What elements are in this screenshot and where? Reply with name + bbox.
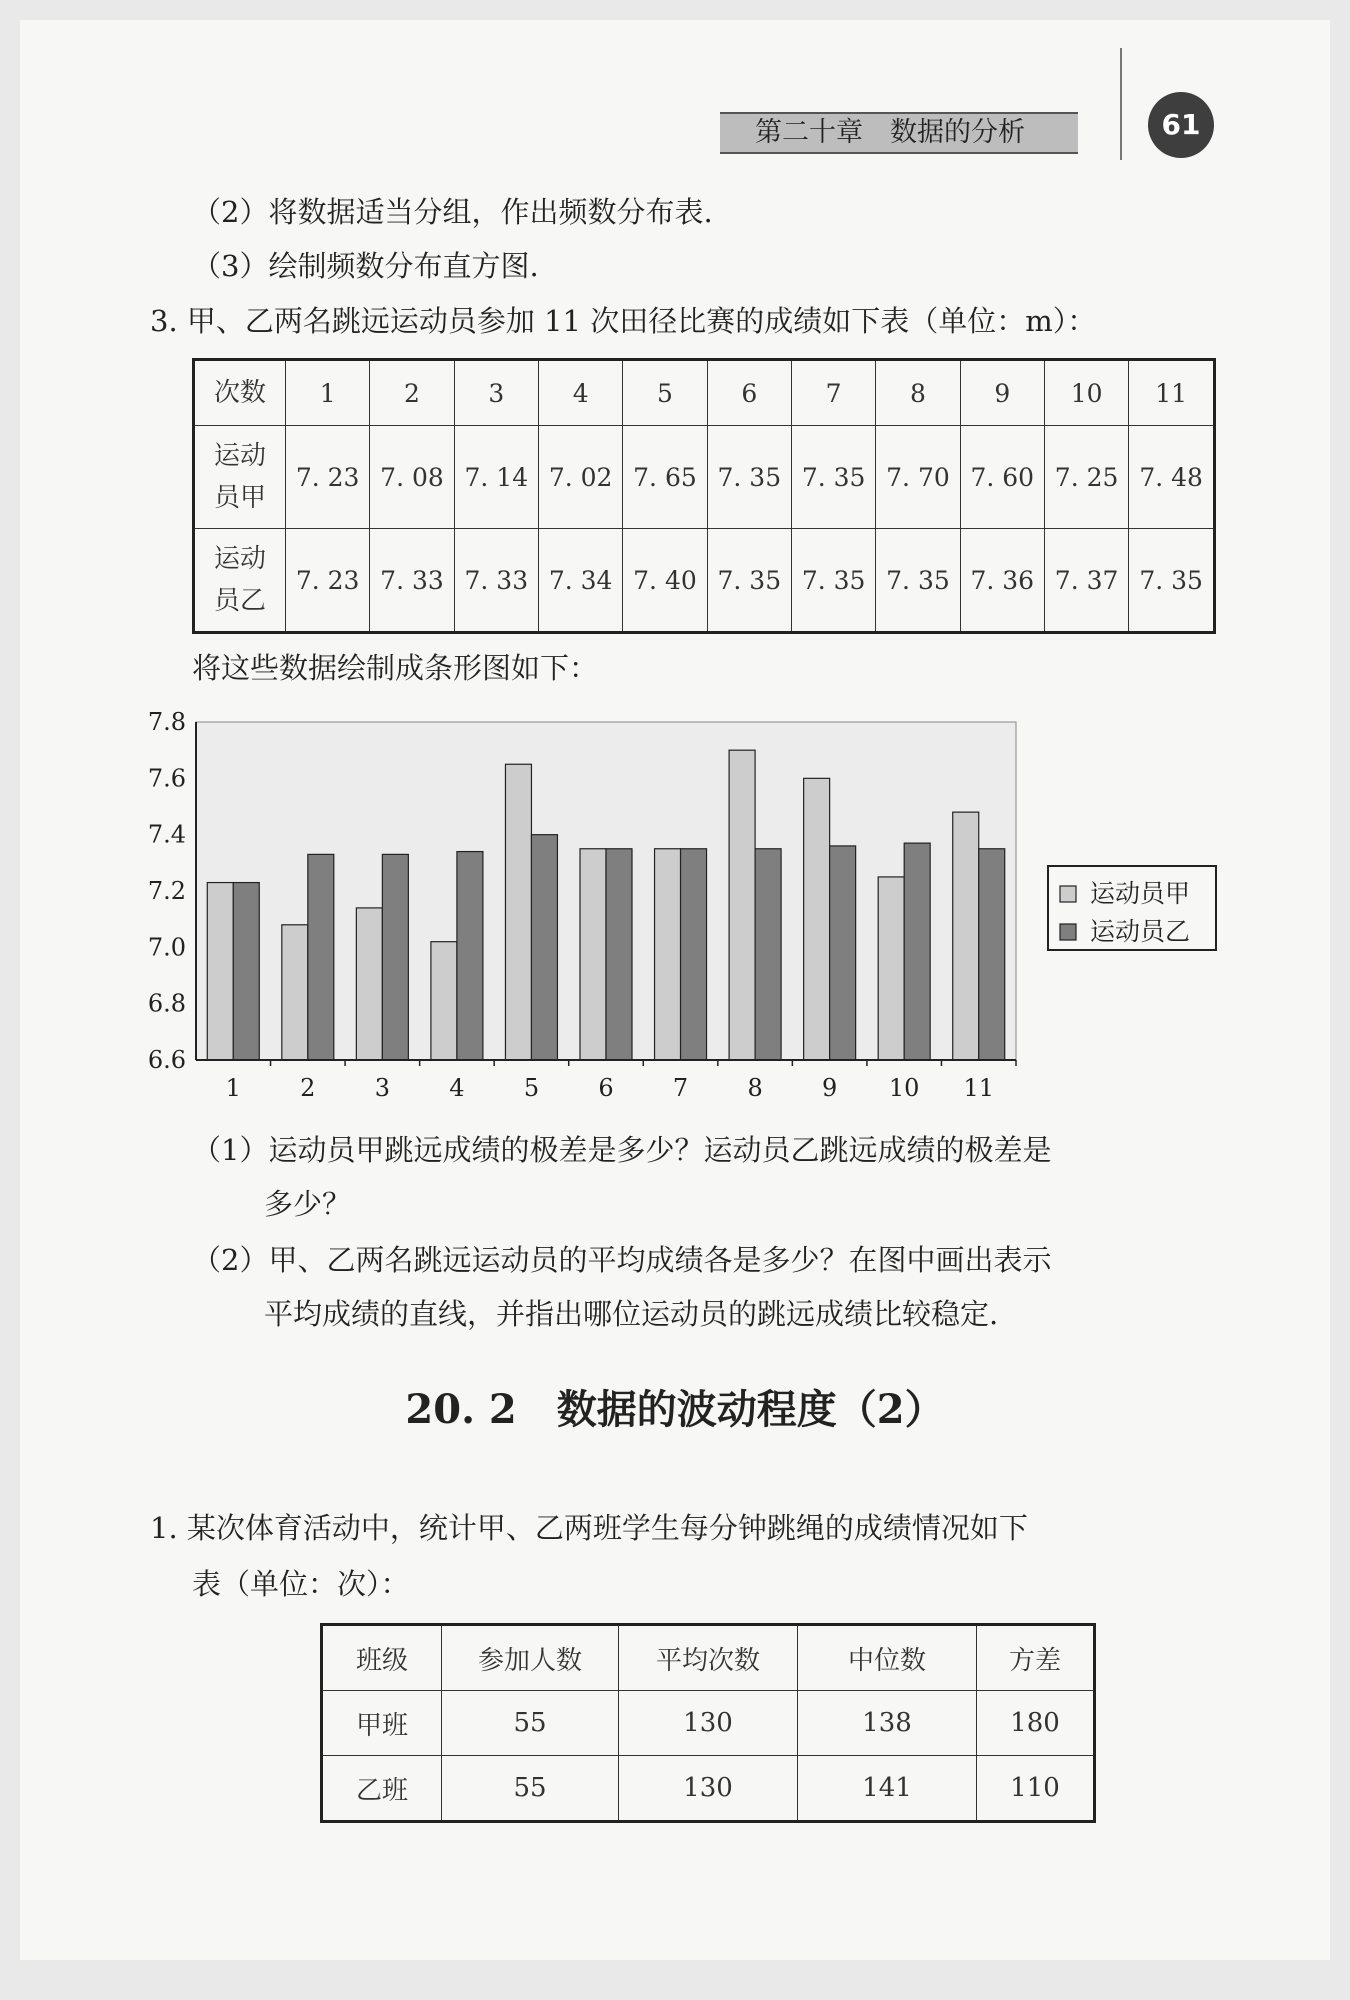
table-cell: 乙班 (322, 1756, 442, 1822)
y-tick-label: 7.4 (147, 820, 186, 849)
y-tick-label: 7.2 (147, 877, 186, 905)
class-stats-table (320, 1623, 1096, 1823)
table-cell: 7. 34 (538, 529, 622, 633)
x-tick-label: 7 (672, 1074, 689, 1102)
bar-athlete-a (729, 750, 755, 1060)
column-header: 方差 (977, 1625, 1095, 1691)
chart-intro: 将这些数据绘制成条形图如下： (192, 651, 599, 685)
table-cell: 7. 35 (707, 529, 791, 633)
legend-swatch (1060, 886, 1076, 902)
column-header: 10 (1044, 360, 1128, 426)
column-header: 11 (1129, 360, 1215, 426)
table-cell: 7. 35 (1129, 529, 1215, 633)
problem-3-text: 3. 甲、乙两名跳远运动员参加 11 次田径比赛的成绩如下表（单位：m）： (150, 304, 1097, 338)
x-tick-label: 8 (747, 1074, 763, 1102)
table-cell: 138 (798, 1691, 977, 1756)
bar-athlete-a (655, 849, 681, 1060)
y-tick-label: 7.8 (147, 708, 186, 736)
table-cell: 7. 33 (454, 529, 538, 633)
header-label: 次数 (194, 360, 286, 426)
table-cell: 7. 40 (623, 529, 707, 633)
table-cell: 130 (619, 1756, 798, 1822)
legend-swatch (1060, 924, 1076, 940)
table-cell: 7. 35 (707, 426, 791, 529)
subquestion-2-line-2: 平均成绩的直线，并指出哪位运动员的跳远成绩比较稳定. (264, 1297, 999, 1331)
bar-athlete-b (531, 835, 557, 1060)
table-cell: 7. 02 (538, 426, 622, 529)
subquestion-1-line-1: （1）运动员甲跳远成绩的极差是多少？运动员乙跳远成绩的极差是 (192, 1133, 1052, 1167)
table-cell: 甲班 (322, 1691, 442, 1756)
column-header: 4 (538, 360, 622, 426)
subquestion-2-line-1: （2）甲、乙两名跳远运动员的平均成绩各是多少？在图中画出表示 (192, 1243, 1052, 1277)
bar-athlete-b (308, 854, 334, 1060)
table-row (322, 1691, 1095, 1756)
header-divider (1120, 48, 1122, 160)
textbook-page (20, 20, 1330, 1960)
table-cell: 130 (619, 1691, 798, 1756)
row-label: 运动 员甲 (194, 426, 286, 529)
column-header: 6 (707, 360, 791, 426)
bar-athlete-b (233, 883, 259, 1060)
long-jump-table (192, 358, 1216, 634)
bar-athlete-a (580, 849, 606, 1060)
page-number: 61 (1148, 92, 1214, 158)
column-header: 9 (960, 360, 1044, 426)
y-tick-label: 7.0 (147, 933, 186, 962)
table-header-row (194, 360, 1215, 426)
bar-athlete-b (904, 843, 930, 1060)
y-tick-label: 6.8 (147, 989, 186, 1018)
column-header: 3 (454, 360, 538, 426)
subquestion-1-line-2: 多少？ (264, 1187, 352, 1221)
table-row (322, 1756, 1095, 1822)
subquestion-3: （3）绘制频数分布直方图. (192, 249, 539, 283)
table-cell: 7. 23 (286, 529, 370, 633)
x-tick-label: 10 (888, 1074, 920, 1102)
section-title: 20. 2 数据的波动程度（2） (405, 1386, 945, 1433)
row-label: 运动 员乙 (194, 529, 286, 633)
table-cell: 7. 36 (960, 529, 1044, 633)
problem-1-line-1: 1. 某次体育活动中，统计甲、乙两班学生每分钟跳绳的成绩情况如下 (150, 1511, 1028, 1545)
table-cell: 7. 35 (791, 426, 875, 529)
table-cell: 141 (798, 1756, 977, 1822)
column-header: 8 (876, 360, 960, 426)
column-header: 参加人数 (442, 1625, 619, 1691)
table-cell: 7. 23 (286, 426, 370, 529)
table-cell: 7. 60 (960, 426, 1044, 529)
column-header: 1 (286, 360, 370, 426)
legend-label: 运动员甲 (1090, 879, 1191, 908)
column-header: 中位数 (798, 1625, 977, 1691)
x-tick-label: 6 (598, 1074, 614, 1102)
x-tick-label: 11 (963, 1074, 995, 1102)
x-tick-label: 3 (374, 1074, 391, 1102)
bar-athlete-b (382, 854, 408, 1060)
table-cell: 55 (442, 1756, 619, 1822)
table-row (194, 529, 1215, 633)
table-cell: 7. 35 (876, 529, 960, 633)
x-tick-label: 2 (300, 1074, 316, 1102)
x-tick-label: 9 (821, 1074, 838, 1102)
bar-athlete-b (606, 849, 632, 1060)
table-cell: 180 (977, 1691, 1095, 1756)
table-cell: 7. 37 (1044, 529, 1128, 633)
y-tick-label: 7.6 (147, 764, 186, 793)
table-cell: 7. 70 (876, 426, 960, 529)
x-tick-label: 5 (523, 1074, 540, 1102)
bar-chart (130, 700, 1240, 1120)
bar-athlete-b (755, 849, 781, 1060)
table-cell: 7. 25 (1044, 426, 1128, 529)
table-cell: 7. 48 (1129, 426, 1215, 529)
table-cell: 7. 35 (791, 529, 875, 633)
bar-athlete-b (979, 849, 1005, 1060)
column-header: 7 (791, 360, 875, 426)
bar-athlete-a (356, 908, 382, 1060)
bar-athlete-a (282, 925, 308, 1060)
bar-athlete-a (431, 942, 457, 1060)
problem-1-line-2: 表（单位：次）： (192, 1567, 410, 1601)
bar-athlete-b (830, 846, 856, 1060)
bar-athlete-a (505, 764, 531, 1060)
table-row (194, 426, 1215, 529)
table-header-row (322, 1625, 1095, 1691)
table-cell: 7. 65 (623, 426, 707, 529)
column-header: 5 (623, 360, 707, 426)
legend-label: 运动员乙 (1090, 917, 1191, 946)
bar-athlete-b (681, 849, 707, 1060)
bar-athlete-a (207, 883, 233, 1060)
column-header: 平均次数 (619, 1625, 798, 1691)
table-cell: 55 (442, 1691, 619, 1756)
chapter-title: 第二十章 数据的分析 (755, 117, 1025, 148)
bar-athlete-a (953, 812, 979, 1060)
column-header: 2 (370, 360, 454, 426)
table-cell: 7. 33 (370, 529, 454, 633)
table-cell: 110 (977, 1756, 1095, 1822)
table-cell: 7. 08 (370, 426, 454, 529)
y-tick-label: 6.6 (147, 1046, 186, 1074)
table-cell: 7. 14 (454, 426, 538, 529)
column-header: 班级 (322, 1625, 442, 1691)
bar-athlete-a (878, 877, 904, 1060)
x-tick-label: 1 (225, 1074, 241, 1102)
bar-athlete-a (804, 778, 830, 1060)
bar-athlete-b (457, 852, 483, 1060)
subquestion-2: （2）将数据适当分组，作出频数分布表. (192, 195, 713, 229)
x-tick-label: 4 (449, 1074, 465, 1102)
